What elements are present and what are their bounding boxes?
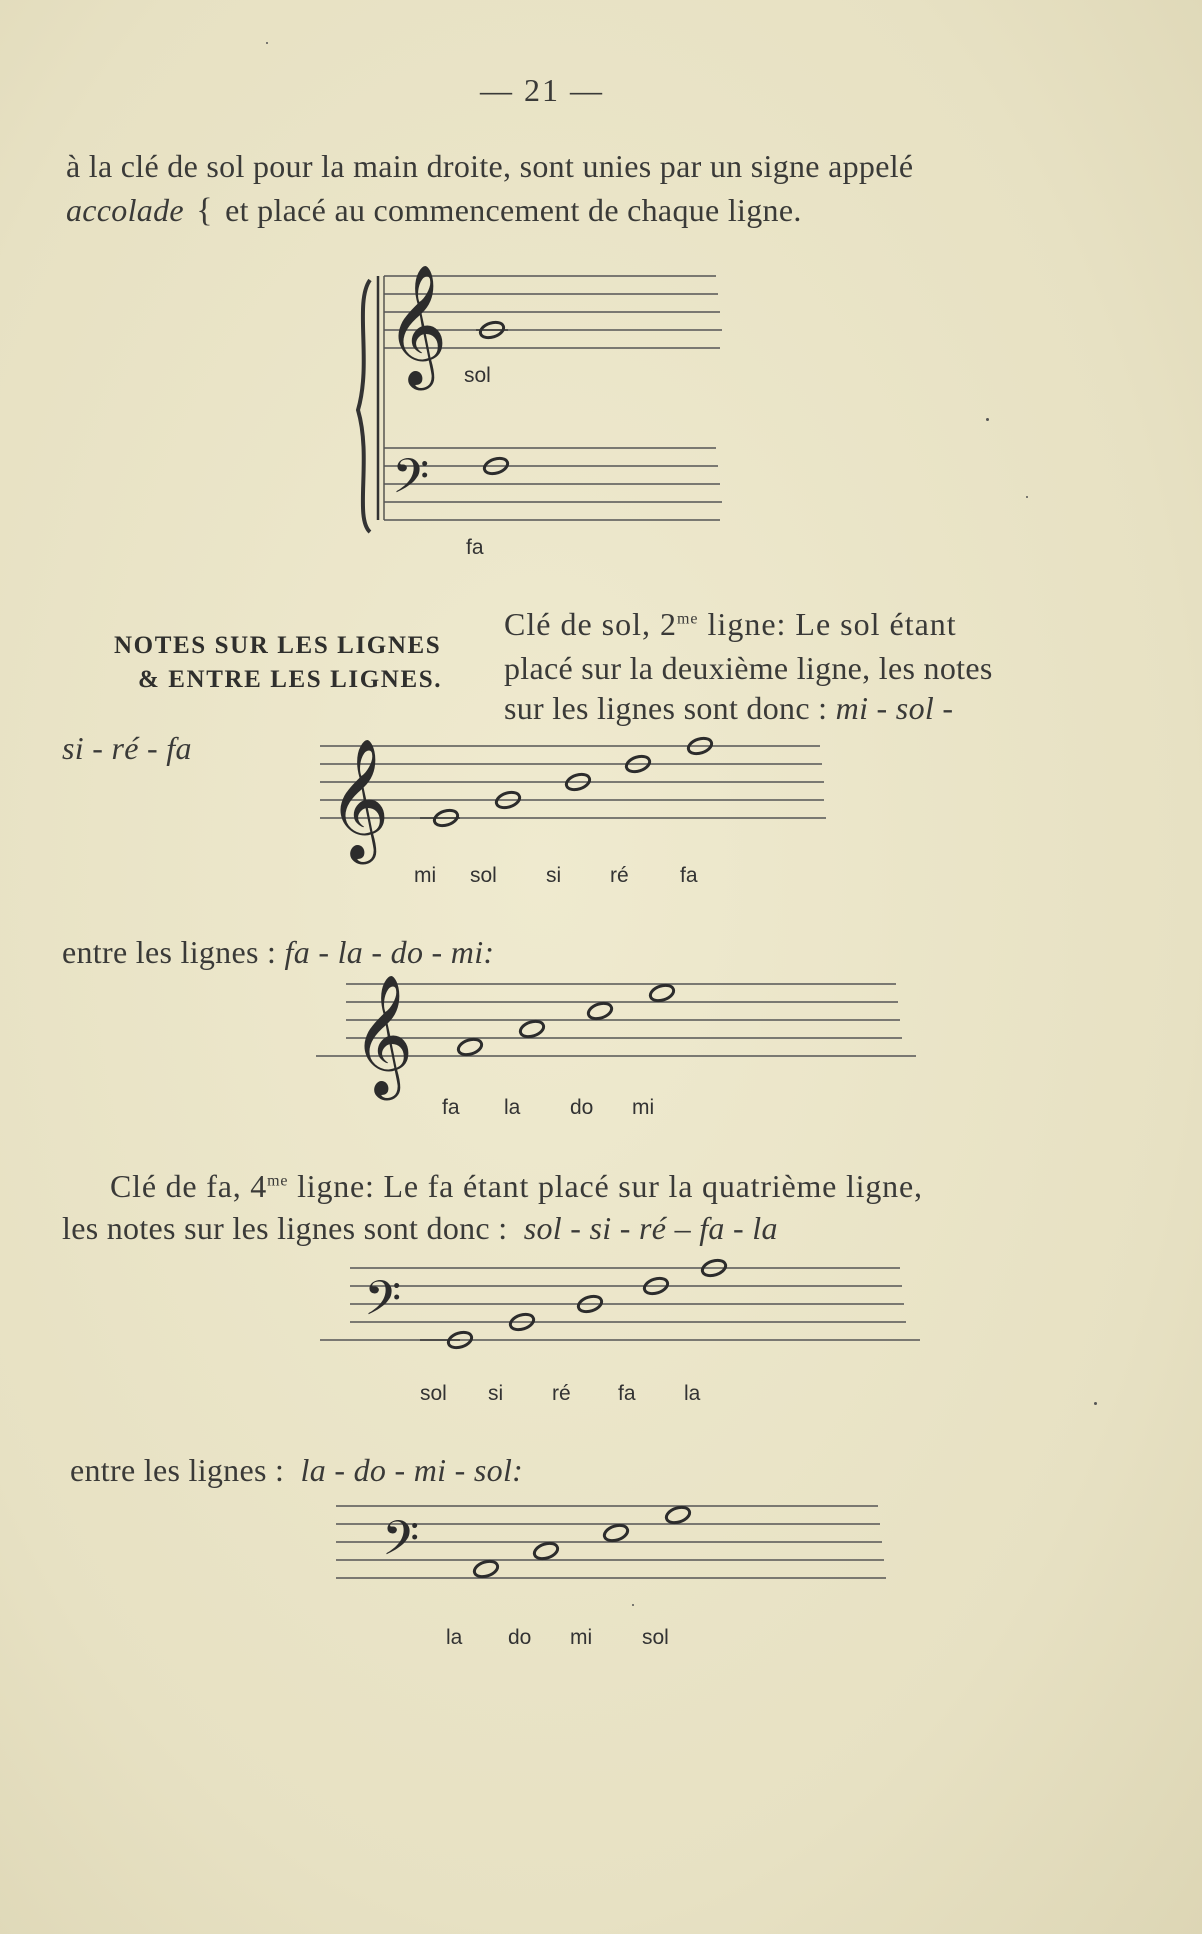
bass-lines-staff: [320, 1254, 930, 1364]
treble-lines-label-4: ré: [610, 864, 629, 887]
treble-lines-text-3-a: sur les lignes sont donc :: [504, 690, 828, 726]
whole-note: [472, 1559, 499, 1580]
bass-lines-text-1-b: ligne: Le fa étant placé sur la quatrième ligne,: [297, 1168, 923, 1204]
accolade-grand-staff: [350, 262, 730, 532]
accolade-bass-label: fa: [466, 536, 484, 559]
bass-lines-notes: sol - si - ré – fa - la: [523, 1210, 778, 1246]
intro-line-2: [66, 192, 802, 230]
treble-lines-text-2: placé sur la deuxième ligne, les notes: [504, 650, 993, 686]
treble-spaces-label-2: la: [504, 1096, 521, 1119]
bass-spaces-notes: la - do - mi - sol:: [300, 1452, 524, 1488]
bass-lines-text-1: [110, 1168, 923, 1205]
treble-lines-label-5: fa: [680, 864, 698, 887]
ordinal-suffix: me: [676, 610, 699, 628]
treble-spaces-notes: fa - la - do - mi:: [284, 934, 495, 970]
scan-speck: [632, 1604, 634, 1606]
treble-lines-text-1-a: Clé de sol, 2: [504, 606, 677, 642]
treble-lines-notes-a: mi - sol -: [835, 690, 954, 726]
treble-lines-staff: [310, 730, 830, 859]
bass-clef-icon: 𝄢: [392, 448, 430, 516]
whole-note: [532, 1541, 559, 1562]
page-number: — 21 —: [480, 72, 604, 108]
bass-lines-label-1: sol: [420, 1382, 447, 1405]
whole-note: [648, 983, 675, 1004]
treble-lines-text-1-b: ligne: Le sol étant: [707, 606, 957, 642]
treble-spaces-text-a: entre les lignes :: [62, 934, 277, 970]
treble-lines-label-1: mi: [414, 864, 437, 887]
bass-lines-text-2-a: les notes sur les lignes sont donc :: [62, 1210, 508, 1246]
accolade-treble-label: sol: [464, 364, 491, 387]
bass-lines-label-4: fa: [618, 1382, 636, 1405]
whole-note: [456, 1037, 483, 1058]
whole-note: [518, 1019, 545, 1040]
scan-speck: [1026, 496, 1028, 498]
bass-clef-icon: 𝄢: [364, 1270, 402, 1338]
section-heading-line-2: & ENTRE LES LIGNES.: [138, 666, 443, 693]
treble-spaces-label-1: fa: [442, 1096, 460, 1119]
whole-note: [602, 1523, 629, 1544]
treble-spaces-staff: [316, 970, 926, 1095]
whole-note: [586, 1001, 613, 1022]
brace-symbol: {: [196, 192, 213, 229]
treble-spaces-text: [62, 934, 494, 971]
intro-line-1: à la clé de sol pour la main droite, sont unies par un signe appelé: [66, 148, 914, 184]
scan-speck: [1094, 1402, 1097, 1405]
bass-lines-label-2: si: [488, 1382, 504, 1405]
treble-lines-text-1: [504, 606, 957, 643]
bass-lines-label-5: la: [684, 1382, 701, 1405]
treble-clef-icon: 𝄞: [352, 973, 414, 1095]
scan-speck: [986, 418, 989, 421]
treble-spaces-label-4: mi: [632, 1096, 655, 1119]
treble-clef-icon: 𝄞: [386, 263, 448, 385]
bass-spaces-text: [70, 1452, 523, 1489]
bass-lines-label-3: ré: [552, 1382, 571, 1405]
treble-lines-text-3: [504, 690, 953, 727]
treble-lines-label-3: si: [546, 864, 562, 887]
treble-lines-label-2: sol: [470, 864, 497, 887]
bass-spaces-text-a: entre les lignes :: [70, 1452, 285, 1488]
bass-lines-text-2: [62, 1210, 778, 1247]
scan-speck: [266, 42, 268, 44]
bass-spaces-staff: [336, 1494, 896, 1604]
intro-line-2-rest: et placé au commencement de chaque ligne.: [225, 192, 802, 228]
accolade-brace-icon: [358, 280, 370, 532]
treble-lines-notes-b: si - ré - fa: [62, 730, 192, 766]
bass-spaces-label-2: do: [508, 1626, 532, 1649]
ordinal-suffix: me: [267, 1172, 289, 1190]
bass-spaces-label-1: la: [446, 1626, 463, 1649]
bass-clef-icon: 𝄢: [382, 1510, 420, 1578]
section-heading-line-1: NOTES SUR LES LIGNES: [114, 632, 442, 659]
bass-lines-text-1-a: Clé de fa, 4: [110, 1168, 268, 1204]
treble-clef-icon: 𝄞: [328, 737, 390, 859]
treble-spaces-label-3: do: [570, 1096, 594, 1119]
whole-note: [664, 1505, 691, 1526]
bass-spaces-label-3: mi: [570, 1626, 593, 1649]
accolade-term: accolade: [66, 192, 184, 228]
bass-spaces-label-4: sol: [642, 1626, 669, 1649]
